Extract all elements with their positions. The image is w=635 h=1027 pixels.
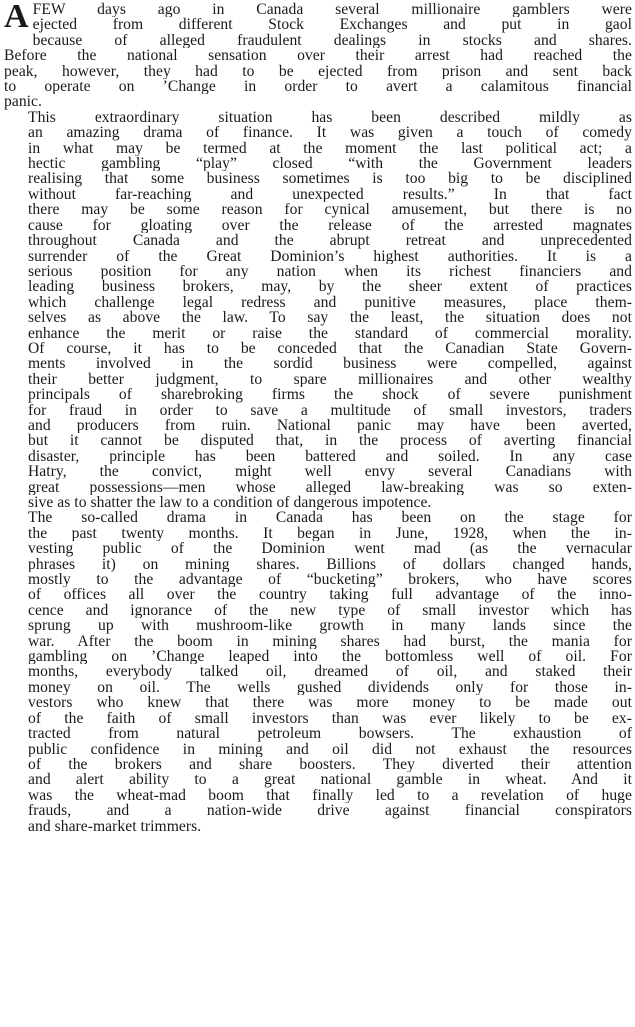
text-line: ments involved in the sordid business were compelled, against bbox=[28, 356, 632, 372]
text-line: panic. bbox=[4, 94, 42, 110]
text-line: disaster, principle has been battered and soiled. In any case bbox=[28, 448, 632, 465]
text-line: gambling on ’Change leaped into the bottomless well of oil. For bbox=[28, 649, 632, 665]
paragraph bbox=[4, 110, 632, 511]
text-line: and alert ability to a great national gamble in wheat. And it bbox=[28, 772, 632, 788]
text-line: leading business brokers, may, by the sheer extent of practices bbox=[28, 279, 632, 295]
text-line: throughout Canada and the abrupt retreat and unprecedented bbox=[28, 233, 632, 249]
text-line: money on oil. The wells gushed dividends only for those in- bbox=[28, 679, 632, 696]
text-line: enhance the merit or raise the standard of commercial morality. bbox=[28, 325, 632, 341]
text-line: hectic gambling “play” closed “with the Government leaders bbox=[28, 156, 632, 172]
text-line: the past twenty months. It began in June, 1928, when the in- bbox=[28, 525, 632, 542]
text-line: surrender of the Great Dominion’s highest authorities. It is a bbox=[28, 248, 632, 264]
text-line: vestors who knew that there was more money to be made out bbox=[28, 695, 632, 711]
text-line: cence and ignorance of the new type of small investor which has bbox=[28, 602, 632, 619]
text-line: serious position for any nation when its richest financiers and bbox=[28, 263, 632, 280]
text-line: and producers from ruin. National panic may have been averted, bbox=[28, 417, 632, 434]
text-line: of the brokers and share boosters. They diverted their attention bbox=[28, 756, 632, 773]
text-line: peak, however, they had to be ejected from prison and sent back bbox=[4, 63, 632, 80]
text-line: FEW days ago in Canada several millionaire gamblers were bbox=[32, 2, 632, 18]
text-line: Before the national sensation over their arrest had reached the bbox=[4, 48, 632, 64]
text-line: Of course, it has to be conceded that the Canadian State Govern- bbox=[28, 340, 632, 357]
text-line: principals of sharebroking firms the shock of severe punishment bbox=[28, 387, 632, 403]
text-line: in what may be termed at the moment the last political act; a bbox=[28, 140, 632, 157]
text-line: without far-reaching and unexpected results.” In that fact bbox=[28, 186, 632, 203]
text-line: but it cannot be disputed that, in the process of averting financial bbox=[28, 433, 632, 449]
text-line: of the faith of small investors than was ever likely to be ex- bbox=[28, 710, 632, 727]
text-line: their better judgment, to spare millionaires and other wealthy bbox=[28, 371, 632, 388]
paragraph bbox=[4, 510, 632, 834]
text-line: ejected from different Stock Exchanges and put in gaol bbox=[32, 17, 632, 33]
text-line: an amazing drama of finance. It was given a touch of comedy bbox=[28, 125, 632, 141]
text-line: realising that some business sometimes is too big to be disciplined bbox=[28, 171, 632, 187]
text-line: sprung up with mushroom-like growth in many lands since the bbox=[28, 618, 632, 634]
text-line: phrases it) on mining shares. Billions of dollars changed hands, bbox=[28, 556, 632, 573]
text-line: months, everybody talked oil, dreamed of oil, and staked their bbox=[28, 664, 632, 680]
text-line: to operate on ’Change in order to avert a calamitous financial bbox=[4, 79, 632, 95]
text-line: for fraud in order to save a multitude of small investors, traders bbox=[28, 402, 632, 418]
text-line: Hatry, the convict, might well envy several Canadians with bbox=[28, 464, 632, 480]
text-line: public confidence in mining and oil did not exhaust the resources bbox=[28, 741, 632, 757]
text-line: vesting public of the Dominion went mad (as the vernacular bbox=[28, 541, 632, 557]
text-line: and share-market trimmers. bbox=[28, 818, 202, 834]
text-line: there may be some reason for cynical amusement, but there is no bbox=[28, 202, 632, 218]
paragraph bbox=[4, 2, 632, 110]
text-line: great possessions—men whose alleged law-breaking was so exten- bbox=[28, 479, 632, 495]
text-line: This extraordinary situation has been described mildly as bbox=[28, 109, 632, 126]
text-line: selves as above the law. To say the least, the situation does not bbox=[28, 310, 632, 326]
text-line: mostly to the advantage of “bucketing” brokers, who have scores bbox=[28, 572, 632, 588]
text-line: war. After the boom in mining shares had burst, the mania for bbox=[28, 633, 632, 650]
text-line: The so-called drama in Canada has been on the stage for bbox=[28, 510, 632, 526]
article-body bbox=[4, 2, 632, 834]
text-line: of offices all over the country taking full advantage of the inno- bbox=[28, 587, 632, 603]
text-line: cause for gloating over the release of the arrested magnates bbox=[28, 217, 632, 234]
text-line: because of alleged fraudulent dealings in stocks and shares. bbox=[32, 32, 632, 49]
text-line: sive as to shatter the law to a condition of dangerous impotence. bbox=[28, 495, 432, 511]
text-line: tracted from natural petroleum bowsers. The exhaustion of bbox=[28, 726, 632, 742]
text-line: which challenge legal redress and punitive measures, place them- bbox=[28, 294, 632, 311]
drop-cap: A bbox=[4, 0, 29, 35]
text-line: was the wheat-mad boom that finally led to a revelation of huge bbox=[28, 787, 632, 804]
text-line: frauds, and a nation-wide drive against financial conspirators bbox=[28, 803, 632, 819]
